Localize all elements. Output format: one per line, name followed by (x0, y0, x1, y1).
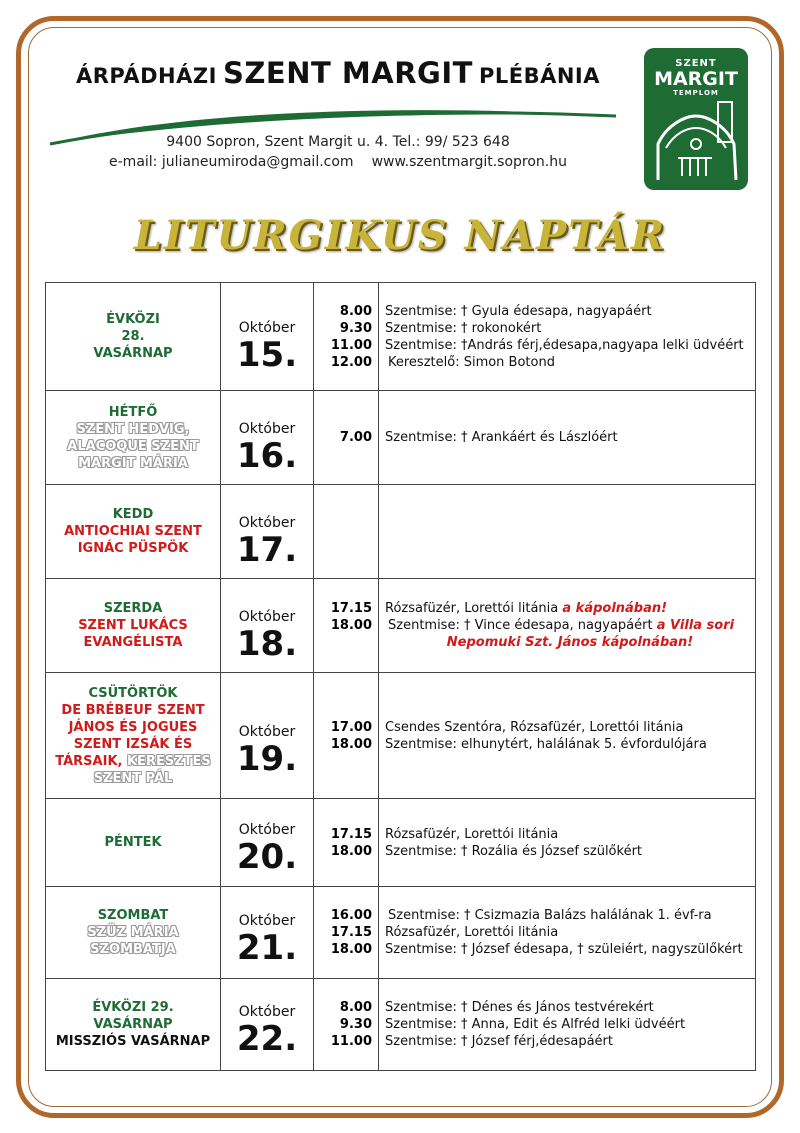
time-value: 16.00 (330, 908, 372, 923)
event-text: Rózsafüzér, Lorettói litánia (385, 826, 559, 842)
day-label: HÉTFŐ (108, 404, 158, 420)
feast-label: JÁNOS ÉS JOGUES (68, 719, 198, 735)
month-label: Október (238, 1003, 296, 1020)
day-cell (46, 799, 221, 887)
day-cell (46, 283, 221, 391)
date-number: 22. (236, 1018, 298, 1059)
feast-label: SZENT LUKÁCS (78, 618, 188, 633)
feast-label: SZENT PÁL (93, 770, 173, 786)
event-text: Szentmise: † József férj,édesapáért (385, 1034, 614, 1049)
day-label: ÉVKÖZI (106, 312, 160, 327)
day-label: SZERDA (103, 601, 163, 616)
times-cell (314, 979, 379, 1071)
church-building-icon (644, 88, 748, 188)
logo-line1: SZENT (675, 58, 717, 69)
table-row (46, 391, 756, 485)
events-cell (379, 485, 756, 579)
times-cell (314, 887, 379, 979)
feast-label: TÁRSAIK, (55, 753, 123, 769)
month-label: Október (238, 912, 296, 929)
month-label: Október (238, 723, 296, 740)
feast-label: ALACOQUE SZENT (67, 438, 199, 454)
date-cell (221, 799, 314, 887)
feast-label: SZOMBATJA (90, 942, 176, 957)
day-cell (46, 485, 221, 579)
event-text: Szentmise: †András férj,édesapa,nagyapa lelki üdvéért (385, 337, 744, 353)
time-value: 18.00 (330, 843, 372, 859)
times-cell (314, 485, 379, 579)
day-label: CSÜTÖRTÖK (88, 685, 178, 701)
time-value: 17.15 (330, 601, 372, 616)
date-number: 15. (236, 334, 298, 375)
day-label: 28. (121, 329, 145, 344)
event-text: Szentmise: † Rozália és József szülőkért (385, 843, 643, 859)
parish-name (48, 56, 628, 90)
month-label: Október (238, 514, 296, 531)
times-cell (314, 799, 379, 887)
events-cell (379, 799, 756, 887)
time-value: 18.00 (330, 618, 372, 633)
events-cell (379, 979, 756, 1071)
day-cell (46, 391, 221, 485)
time-value: 18.00 (330, 942, 372, 957)
parish-name-suffix: PLÉBÁNIA (478, 64, 601, 88)
time-value: 11.00 (330, 1034, 372, 1049)
day-label: SZOMBAT (97, 908, 169, 923)
event-text: Szentmise: † József édesapa, † szüleiért, nagyszülőkért (385, 942, 743, 957)
day-label: PÉNTEK (104, 835, 162, 850)
times-cell (314, 391, 379, 485)
events-cell (379, 283, 756, 391)
time-value: 9.30 (339, 320, 372, 336)
feast-label: DE BRÉBEUF SZENT (61, 702, 205, 718)
date-number: 17. (236, 529, 298, 570)
date-number: 21. (236, 927, 298, 968)
page-title: LITURGIKUS NAPTÁR (133, 212, 667, 259)
event-location-note: a Villa sori (656, 618, 735, 633)
church-logo (644, 48, 748, 190)
event-text: Szentmise: † Csizmazia Balázs halálának 1. évf-ra (388, 908, 712, 923)
date-cell (221, 391, 314, 485)
event-text: Szentmise: † Dénes és János testvérekért (385, 1000, 654, 1015)
parish-name-main: SZENT MARGIT (223, 56, 473, 90)
time-value: 8.00 (339, 303, 372, 319)
day-cell (46, 979, 221, 1071)
event-text: Csendes Szentóra, Rózsafüzér, Lorettói litánia (385, 719, 684, 735)
liturgical-calendar-table (45, 282, 756, 1071)
times-cell (314, 579, 379, 673)
date-number: 18. (236, 623, 298, 664)
date-cell (221, 485, 314, 579)
time-value: 17.15 (330, 826, 372, 842)
feast-label: IGNÁC PÜSPÖK (77, 541, 189, 556)
events-cell (379, 887, 756, 979)
month-label: Október (238, 608, 296, 625)
feast-label: SZENT HEDVIG, (76, 421, 190, 437)
date-number: 16. (236, 435, 298, 476)
events-cell (379, 673, 756, 799)
contact-address: 9400 Sopron, Szent Margit u. 4. Tel.: 99/ 523 648 (166, 134, 510, 150)
date-cell (221, 887, 314, 979)
feast-label: MARGIT MÁRIA (78, 455, 188, 471)
table-row (46, 979, 756, 1071)
parish-name-prefix: ÁRPÁDHÁZI (75, 64, 217, 88)
event-text: Keresztelő: Simon Botond (388, 354, 555, 370)
times-cell (314, 283, 379, 391)
day-cell (46, 579, 221, 673)
feast-label: KERESZTES (126, 753, 211, 769)
logo-line2: MARGIT (654, 68, 738, 90)
table-row (46, 485, 756, 579)
contact-email[interactable]: e-mail: julianeumiroda@gmail.com (109, 154, 354, 170)
day-label: VASÁRNAP (93, 1017, 173, 1032)
logo-line3: TEMPLOM (673, 89, 719, 97)
events-cell (379, 579, 756, 673)
table-row (46, 887, 756, 979)
event-text: Szentmise: † Anna, Edit és Alfréd lelki üdvéért (385, 1017, 686, 1032)
date-cell (221, 979, 314, 1071)
feast-label: MISSZIÓS VASÁRNAP (55, 1034, 211, 1049)
event-text: Szentmise: † Gyula édesapa, nagyapáért (385, 303, 652, 319)
event-text: Szentmise: † Vince édesapa, nagyapáért (388, 618, 653, 633)
feast-label: SZŰZ MÁRIA (87, 925, 179, 940)
event-location-note: a kápolnában! (562, 601, 668, 616)
day-label: KEDD (112, 507, 154, 522)
event-text: Szentmise: elhunytért, halálának 5. évfordulójára (385, 736, 707, 752)
date-number: 19. (236, 738, 298, 779)
event-text: Szentmise: † Arankáért és Lászlóért (385, 430, 618, 445)
date-number: 20. (236, 836, 298, 877)
feast-label: SZENT IZSÁK ÉS (73, 736, 193, 752)
day-label: VASÁRNAP (93, 346, 173, 361)
time-value: 8.00 (339, 1000, 372, 1015)
time-value: 9.30 (339, 1017, 372, 1032)
event-text: Szentmise: † rokonokért (385, 320, 542, 336)
time-value: 17.00 (330, 719, 372, 735)
day-cell (46, 887, 221, 979)
time-value: 18.00 (330, 736, 372, 752)
table-row (46, 579, 756, 673)
table-row (46, 283, 756, 391)
time-value: 17.15 (330, 925, 372, 940)
time-value: 11.00 (330, 337, 372, 353)
feast-label: EVANGÉLISTA (83, 635, 183, 650)
day-label: ÉVKÖZI 29. (92, 1000, 174, 1015)
table-row (46, 673, 756, 799)
time-value: 7.00 (339, 430, 372, 445)
event-text: Rózsafüzér, Lorettói litánia (385, 601, 559, 616)
event-text: Rózsafüzér, Lorettói litánia (385, 925, 559, 940)
time-value: 12.00 (330, 354, 372, 370)
date-cell (221, 673, 314, 799)
events-cell (379, 391, 756, 485)
event-location-note: Nepomuki Szt. János kápolnában! (446, 635, 694, 650)
times-cell (314, 673, 379, 799)
contact-line (48, 154, 628, 170)
month-label: Október (238, 420, 296, 437)
table-row (46, 799, 756, 887)
month-label: Október (238, 821, 296, 838)
feast-label: ANTIOCHIAI SZENT (64, 524, 202, 539)
contact-website[interactable]: www.szentmargit.sopron.hu (371, 154, 567, 170)
date-cell (221, 579, 314, 673)
month-label: Október (238, 319, 296, 336)
date-cell (221, 283, 314, 391)
day-cell (46, 673, 221, 799)
